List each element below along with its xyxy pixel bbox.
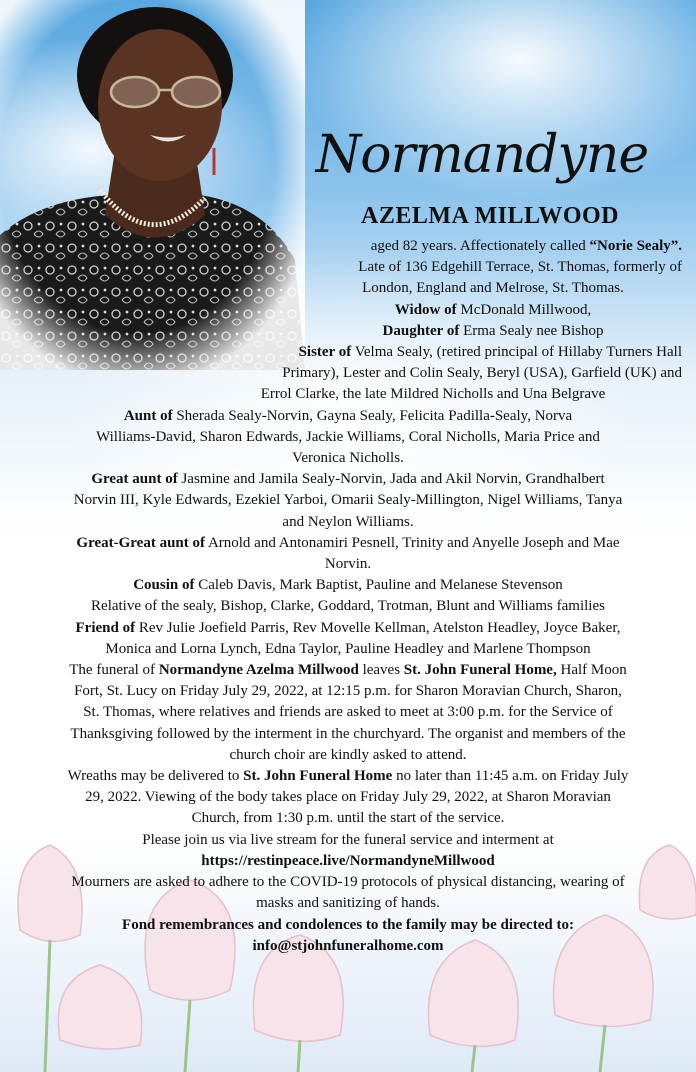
- widow-line: [0, 300, 696, 321]
- age-text: aged 82 years. Affectionately called: [370, 238, 590, 254]
- daughter-line: [0, 321, 696, 342]
- funeral-deceased-name: Normandyne Azelma Millwood: [158, 662, 359, 679]
- gg-aunt-text-1: Arnold and Antonamiri Pesnell, Trinity and Anyelle Joseph and Mae: [207, 534, 620, 551]
- funeral-line-5: church choir are kindly asked to attend.: [229, 746, 467, 763]
- age-line: [0, 236, 696, 257]
- wreaths-line-3: Church, from 1:30 p.m. until the start of the service.: [191, 810, 505, 827]
- gg-aunt-label: Great-Great aunt of: [76, 534, 205, 551]
- aunt-line-2: Williams-David, Sharon Edwards, Jackie Williams, Coral Nicholls, Maria Price and: [96, 428, 600, 445]
- widow-text: McDonald Millwood,: [460, 301, 592, 318]
- condolence-text: Fond remembrances and condolences to the family may be directed to:: [122, 916, 574, 933]
- daughter-label: Daughter of: [382, 322, 460, 339]
- sister-label: Sister of: [298, 344, 352, 361]
- covid-line-1: Mourners are asked to adhere to the COVID-19 protocols of physical distancing, wearing of: [71, 874, 625, 891]
- great-aunt-line-3: and Neylon Williams.: [282, 513, 414, 530]
- great-aunt-line-1: [0, 469, 696, 490]
- covid-line-2: masks and sanitizing of hands.: [256, 895, 440, 912]
- first-name-script: Normandyne: [315, 125, 649, 185]
- gg-aunt-line-1: [0, 533, 696, 554]
- wreaths-line-1: [0, 766, 696, 787]
- gg-aunt-line-2: Norvin.: [324, 556, 372, 573]
- funeral-line-1: [0, 660, 696, 681]
- cousin-label: Cousin of: [133, 577, 195, 594]
- condolence-email-link[interactable]: [0, 936, 696, 957]
- aunt-line-3: Veronica Nicholls.: [292, 450, 404, 467]
- funeral-text-e: Half Moon: [556, 662, 627, 679]
- full-name-heading: AZELMA MILLWOOD: [361, 203, 619, 229]
- funeral-text-c: leaves: [358, 662, 404, 679]
- sister-text-1: Velma Sealy, (retired principal of Hillaby Turners Hall: [354, 344, 682, 361]
- funeral-line-2: Fort, St. Lucy on Friday July 29, 2022, at 12:15 p.m. for Sharon Moravian Church, Sharon,: [74, 683, 622, 700]
- relative-line: Relative of the sealy, Bishop, Clarke, Goddard, Trotman, Blunt and Williams families: [91, 598, 605, 615]
- friend-line-1: [0, 618, 696, 639]
- great-aunt-line-2: Norvin III, Kyle Edwards, Ezekiel Yarboi, Omarii Sealy-Millington, Nigel Williams, Tanya: [73, 492, 623, 509]
- stream-line: Please join us via live stream for the funeral service and interment at: [142, 831, 554, 848]
- funeral-home-name: St. John Funeral Home,: [403, 662, 557, 679]
- aunt-line-1: [0, 406, 696, 427]
- great-aunt-label: Great aunt of: [91, 471, 178, 488]
- cousin-line: [0, 575, 696, 596]
- widow-label: Widow of: [394, 301, 457, 318]
- wreaths-text-a: Wreaths may be delivered to: [67, 768, 244, 785]
- funeral-line-3: St. Thomas, where relatives and friends are asked to meet at 3:00 p.m. for the Service of: [83, 704, 613, 721]
- friend-line-2: Monica and Lorna Lynch, Edna Taylor, Pauline Headley and Marlene Thompson: [105, 640, 591, 657]
- sister-line-3: Errol Clarke, the late Mildred Nicholls and Una Belgrave: [260, 386, 606, 403]
- residence-line-1: Late of 136 Edgehill Terrace, St. Thomas, formerly of: [358, 259, 682, 276]
- sister-line-1: [0, 342, 696, 363]
- obituary-text: [0, 236, 696, 957]
- aunt-label: Aunt of: [123, 407, 173, 424]
- daughter-text: Erma Sealy nee Bishop: [463, 322, 604, 339]
- sister-line-2: Primary), Lester and Colin Sealy, Beryl (USA), Garfield (UK) and: [282, 365, 682, 382]
- great-aunt-text-1: Jasmine and Jamila Sealy-Norvin, Jada and Akil Norvin, Grandhalbert: [181, 471, 605, 488]
- wreaths-funeral-home: St. John Funeral Home: [243, 768, 393, 785]
- condolence-email[interactable]: info@stjohnfuneralhome.com: [252, 937, 444, 954]
- funeral-text-a: The funeral of: [69, 662, 159, 679]
- wreaths-line-2: 29, 2022. Viewing of the body takes place on Friday July 29, 2022, at Sharon Moravian: [85, 789, 611, 806]
- wreaths-text-c: no later than 11:45 a.m. on Friday July: [392, 768, 629, 785]
- condolence-line: [0, 915, 696, 936]
- cousin-text: Caleb Davis, Mark Baptist, Pauline and Melanese Stevenson: [198, 577, 563, 594]
- residence-line-2: London, England and Melrose, St. Thomas.: [362, 280, 624, 297]
- funeral-line-4: Thanksgiving followed by the interment in the churchyard. The organist and members of the: [70, 725, 626, 742]
- nickname: “Norie Sealy”.: [589, 238, 682, 254]
- friend-text-1: Rev Julie Joefield Parris, Rev Movelle Kellman, Atelston Headley, Joyce Baker,: [138, 619, 621, 636]
- stream-url-link[interactable]: [0, 851, 696, 872]
- aunt-text-1: Sherada Sealy-Norvin, Gayna Sealy, Felicita Padilla-Sealy, Norva: [176, 407, 573, 424]
- friend-label: Friend of: [75, 619, 136, 636]
- stream-url[interactable]: https://restinpeace.live/NormandyneMillwood: [201, 852, 495, 869]
